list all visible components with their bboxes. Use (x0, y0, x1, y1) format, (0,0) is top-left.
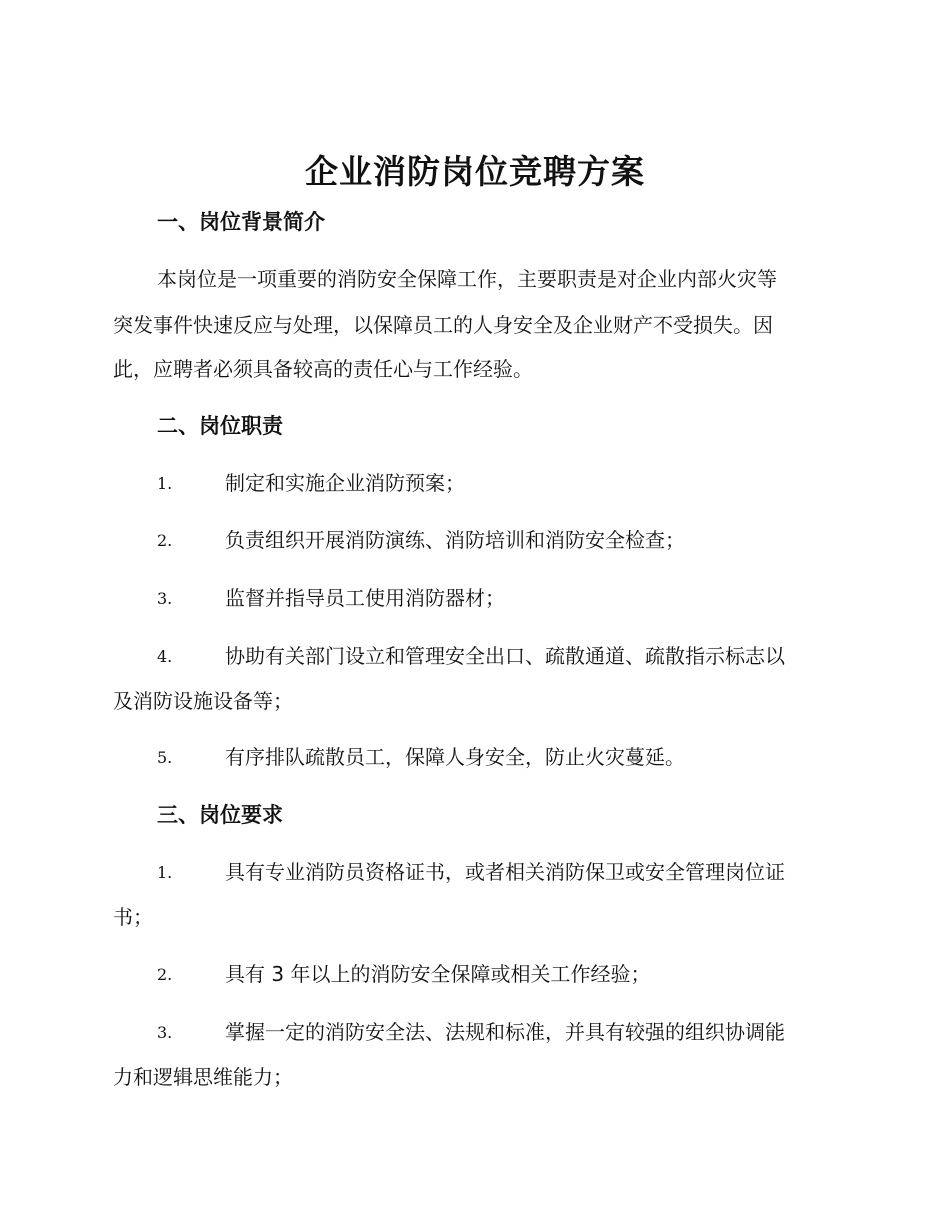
list-item-text: 制定和实施企业消防预案； (225, 471, 465, 495)
list-item-number: 2. (157, 531, 173, 550)
list-item-continuation: 书； (113, 905, 153, 929)
list-item-continuation: 力和逻辑思维能力； (113, 1065, 293, 1089)
list-item-text: 监督并指导员工使用消防器材； (225, 586, 505, 610)
list-item-number: 4. (157, 647, 173, 666)
list-item-text: 具有专业消防员资格证书，或者相关消防保卫或安全管理岗位证 (225, 860, 785, 884)
list-item-number: 1. (157, 474, 173, 493)
paragraph-line: 此，应聘者必须具备较高的责任心与工作经验。 (113, 357, 533, 381)
list-item-text: 有序排队疏散员工，保障人身安全，防止火灾蔓延。 (225, 745, 685, 769)
paragraph-line: 本岗位是一项重要的消防安全保障工作，主要职责是对企业内部火灾等 (157, 267, 777, 291)
paragraph-line: 突发事件快速反应与处理，以保障员工的人身安全及企业财产不受损失。因 (113, 313, 773, 337)
document-title: 企业消防岗位竞聘方案 (305, 152, 645, 191)
section-heading-duties: 二、岗位职责 (157, 414, 283, 438)
list-item-number: 3. (157, 1023, 173, 1042)
list-item-text: 协助有关部门设立和管理安全出口、疏散通道、疏散指示标志以 (225, 644, 785, 668)
list-item-continuation: 及消防设施设备等； (113, 689, 293, 713)
list-item-text: 具有 3 年以上的消防安全保障或相关工作经验； (225, 962, 651, 986)
list-item-text: 掌握一定的消防安全法、法规和标准，并具有较强的组织协调能 (225, 1020, 785, 1044)
list-item-text: 负责组织开展消防演练、消防培训和消防安全检查； (225, 528, 685, 552)
list-item-number: 5. (157, 748, 173, 767)
list-item-number: 3. (157, 589, 173, 608)
list-item-number: 1. (157, 863, 173, 882)
section-heading-background: 一、岗位背景简介 (157, 210, 325, 234)
list-item-number: 2. (157, 965, 173, 984)
section-heading-requirements: 三、岗位要求 (157, 803, 283, 827)
